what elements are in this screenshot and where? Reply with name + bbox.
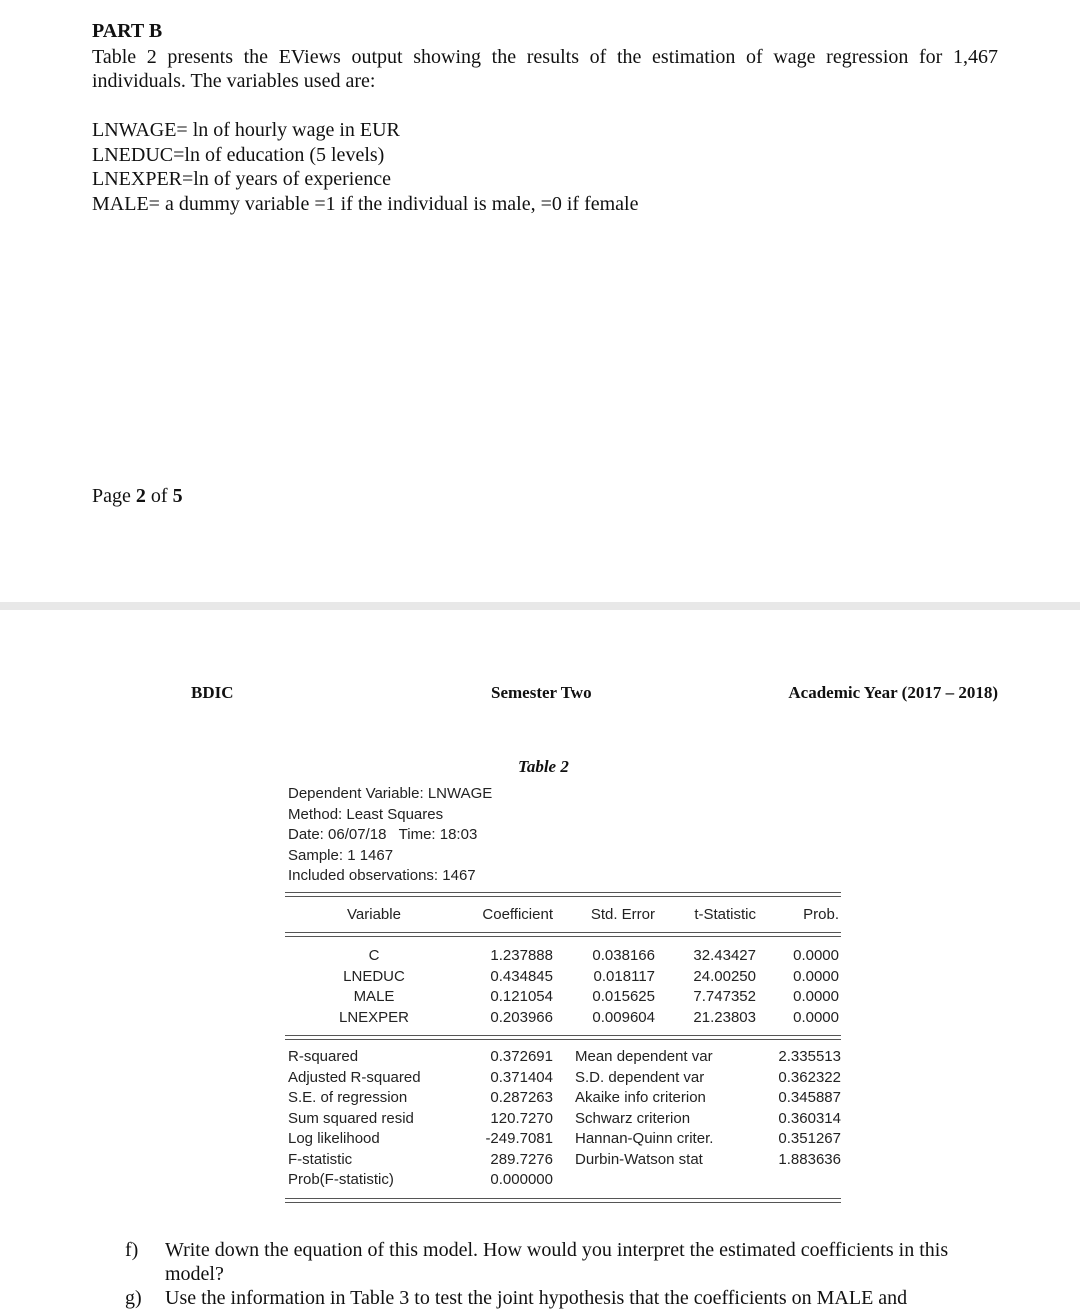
column-header: Prob. [803, 906, 839, 923]
regression-meta [288, 784, 492, 887]
table-cell: Durbin-Watson stat [575, 1150, 703, 1168]
dependent-variable: Dependent Variable: LNWAGE [288, 785, 493, 802]
method: Method: Least Squares [288, 805, 444, 823]
table-cell: 0.360314 [778, 1109, 841, 1127]
table-rule [285, 932, 841, 937]
table-cell: 0.362322 [778, 1068, 841, 1086]
variable-definition: LNEXPER=ln of years of experience [92, 168, 391, 190]
header-academic-year: Academic Year (2017 – 2018) [788, 683, 998, 702]
variable-definition: MALE= a dummy variable =1 if the individual is male, =0 if female [92, 192, 639, 215]
table-cell: Prob(F-statistic) [288, 1171, 394, 1188]
table-cell: 0.372691 [490, 1048, 553, 1065]
table-cell: R-squared [288, 1048, 359, 1065]
table-cell: 289.7276 [490, 1150, 553, 1168]
table-cell: S.D. dependent var [575, 1068, 705, 1086]
table-cell: C [368, 947, 380, 964]
column-header: Variable [347, 906, 401, 923]
table-cell: 2.335513 [778, 1048, 841, 1065]
table-cell: LNEXPER [338, 1008, 410, 1026]
table-cell: 120.7270 [490, 1109, 553, 1127]
table-cell: 0.351267 [778, 1130, 841, 1147]
table-cell: 24.00250 [693, 967, 756, 985]
coefficient-row [285, 987, 841, 1007]
sample: Sample: 1 1467 [288, 846, 394, 864]
date-time: Date: 06/07/18 Time: 18:03 [288, 826, 478, 843]
page-total: 5 [172, 485, 183, 507]
table-cell: LNEDUC [343, 967, 405, 985]
table-cell: 0.203966 [490, 1008, 553, 1026]
page-number [92, 485, 183, 508]
header-semester: Semester Two [491, 683, 592, 702]
statistic-row [285, 1088, 841, 1108]
table-cell: Akaike info criterion [575, 1089, 706, 1106]
table-cell: 0.015625 [592, 988, 655, 1005]
table-cell: Mean dependent var [575, 1048, 713, 1065]
table-cell: 0.0000 [793, 988, 839, 1005]
question-label: g) [125, 1287, 142, 1309]
question-text: Use the information in Table 3 to test the joint hypothesis that the coefficients on MALE and [165, 1287, 908, 1309]
variable-list [92, 118, 638, 216]
page-of: of [145, 485, 173, 507]
question-label: f) [125, 1239, 139, 1261]
page-prefix: Page [92, 485, 136, 507]
table-cell: Schwarz criterion [575, 1109, 691, 1127]
page-separator [0, 602, 1080, 610]
table-cell: 0.000000 [490, 1171, 553, 1188]
table-cell: 7.747352 [693, 988, 756, 1005]
table-rule [285, 1035, 841, 1040]
variable-definition: LNEDUC=ln of education (5 levels) [92, 143, 385, 166]
table-cell: 0.345887 [778, 1089, 841, 1106]
coefficient-row [285, 1008, 841, 1028]
statistic-row [285, 1047, 841, 1067]
table-cell: Hannan-Quinn criter. [575, 1130, 714, 1147]
table-cell: 0.0000 [793, 947, 839, 964]
statistic-row [285, 1109, 841, 1129]
table-cell: 1.883636 [778, 1150, 841, 1168]
statistic-row [285, 1150, 841, 1170]
statistic-row [285, 1129, 841, 1149]
coefficient-row [285, 946, 841, 966]
table-cell: 0.121054 [490, 988, 553, 1005]
table-cell: 0.287263 [490, 1089, 553, 1106]
column-header: Coefficient [482, 906, 553, 923]
question-f [125, 1238, 1005, 1286]
table-cell: Sum squared resid [288, 1109, 414, 1127]
column-header: t-Statistic [694, 906, 756, 923]
statistic-row [285, 1170, 841, 1190]
table-cell: 21.23803 [693, 1008, 756, 1026]
table-cell: 0.434845 [490, 967, 553, 985]
table-header-row [285, 905, 841, 925]
table-cell: Adjusted R-squared [288, 1068, 421, 1086]
table-cell: 0.018117 [593, 967, 655, 985]
intro-paragraph: Table 2 presents the EViews output showing the results of the estimation of wage regression for 1,467 individuals. The variables used are: [92, 46, 998, 92]
observations: Included observations: 1467 [288, 867, 476, 884]
variable-definition: LNWAGE= ln of hourly wage in EUR [92, 119, 400, 141]
table-cell: 0.009604 [592, 1008, 655, 1026]
question-g [125, 1286, 1005, 1310]
table-cell: S.E. of regression [288, 1089, 408, 1106]
table-cell: -249.7081 [485, 1130, 553, 1147]
table-cell: MALE [353, 988, 395, 1005]
table-cell: 0.0000 [793, 1008, 839, 1026]
table-rule [285, 892, 841, 897]
column-header: Std. Error [590, 906, 655, 923]
table-cell: 0.371404 [490, 1068, 553, 1086]
table-cell: 32.43427 [693, 947, 756, 964]
table-cell: 0.0000 [793, 967, 839, 985]
statistic-row [285, 1068, 841, 1088]
page-current: 2 [135, 485, 146, 507]
table-cell: 0.038166 [592, 947, 655, 964]
part-title: PART B [92, 20, 163, 42]
coefficient-row [285, 967, 841, 987]
table-cell: Log likelihood [288, 1130, 380, 1147]
table-cell: 1.237888 [490, 947, 553, 964]
table-rule [285, 1198, 841, 1203]
table-cell: F-statistic [288, 1150, 353, 1168]
header-institution: BDIC [191, 683, 234, 702]
question-text: Write down the equation of this model. How would you interpret the estimated coefficients in this model? [165, 1239, 949, 1285]
table-title: Table 2 [518, 757, 569, 776]
